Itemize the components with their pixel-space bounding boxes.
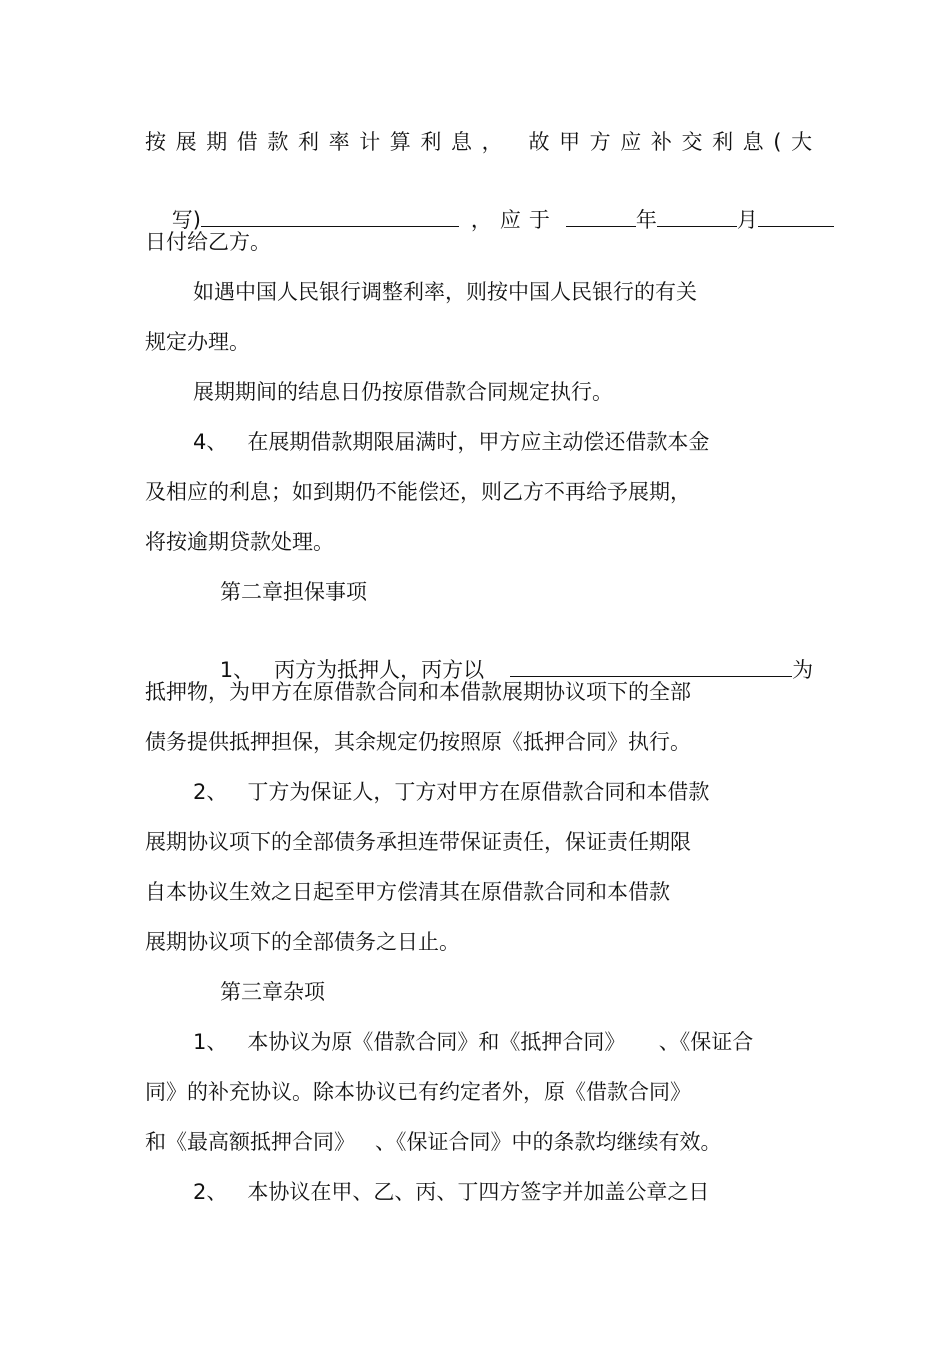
chapter-heading: 第二章担保事项 xyxy=(220,580,367,604)
text-line: 同》的补充协议。除本协议已有约定者外，原《借款合同》 xyxy=(145,1080,691,1104)
collateral-blank[interactable] xyxy=(510,656,792,677)
text-line: 2、 丁方为保证人，丁方对甲方在原借款合同和本借款 xyxy=(193,780,710,804)
text-line: 将按逾期贷款处理。 xyxy=(145,530,334,554)
pledge-prefix: 1、 丙方为抵押人，丙方以 xyxy=(219,658,485,682)
text-line: 展期协议项下的全部债务之日止。 xyxy=(145,930,460,954)
due-label: ，应于 xyxy=(470,208,558,232)
text-line: 日付给乙方。 xyxy=(145,230,271,254)
year-label: 年 xyxy=(635,208,657,232)
text-line: 2、 本协议在甲、乙、丙、丁四方签字并加盖公章之日 xyxy=(193,1180,710,1204)
text-line: 1、 本协议为原《借款合同》和《抵押合同》 、《保证合 xyxy=(193,1030,754,1054)
text-line: 规定办理。 xyxy=(145,330,250,354)
text-line: 自本协议生效之日起至甲方偿清其在原借款合同和本借款 xyxy=(145,880,670,904)
year-blank[interactable] xyxy=(566,206,636,227)
day-blank[interactable] xyxy=(758,206,834,227)
text-line: 如遇中国人民银行调整利率，则按中国人民银行的有关 xyxy=(193,280,697,304)
text-line: 抵押物，为甲方在原借款合同和本借款展期协议项下的全部 xyxy=(145,680,691,704)
text-line: 展期期间的结息日仍按原借款合同规定执行。 xyxy=(193,380,613,404)
text-line: 展期协议项下的全部债务承担连带保证责任，保证责任期限 xyxy=(145,830,691,854)
text-line: 和《最高额抵押合同》 、《保证合同》中的条款均继续有效。 xyxy=(145,1130,722,1154)
text-line: 4、 在展期借款期限届满时，甲方应主动偿还借款本金 xyxy=(193,430,710,454)
amount-blank[interactable] xyxy=(201,206,459,227)
month-label: 月 xyxy=(736,208,758,232)
pledge-suffix: 为 xyxy=(792,658,814,682)
blank-prefix: 写) xyxy=(171,208,201,232)
chapter-heading: 第三章杂项 xyxy=(220,980,325,1004)
text-line: 及相应的利息；如到期仍不能偿还，则乙方不再给予展期， xyxy=(145,480,691,504)
month-blank[interactable] xyxy=(657,206,737,227)
text-line: 债务提供抵押担保，其余规定仍按照原《抵押合同》执行。 xyxy=(145,730,691,754)
text-line: 按展期借款利率计算利息， 故甲方应补交利息(大 xyxy=(145,130,822,154)
